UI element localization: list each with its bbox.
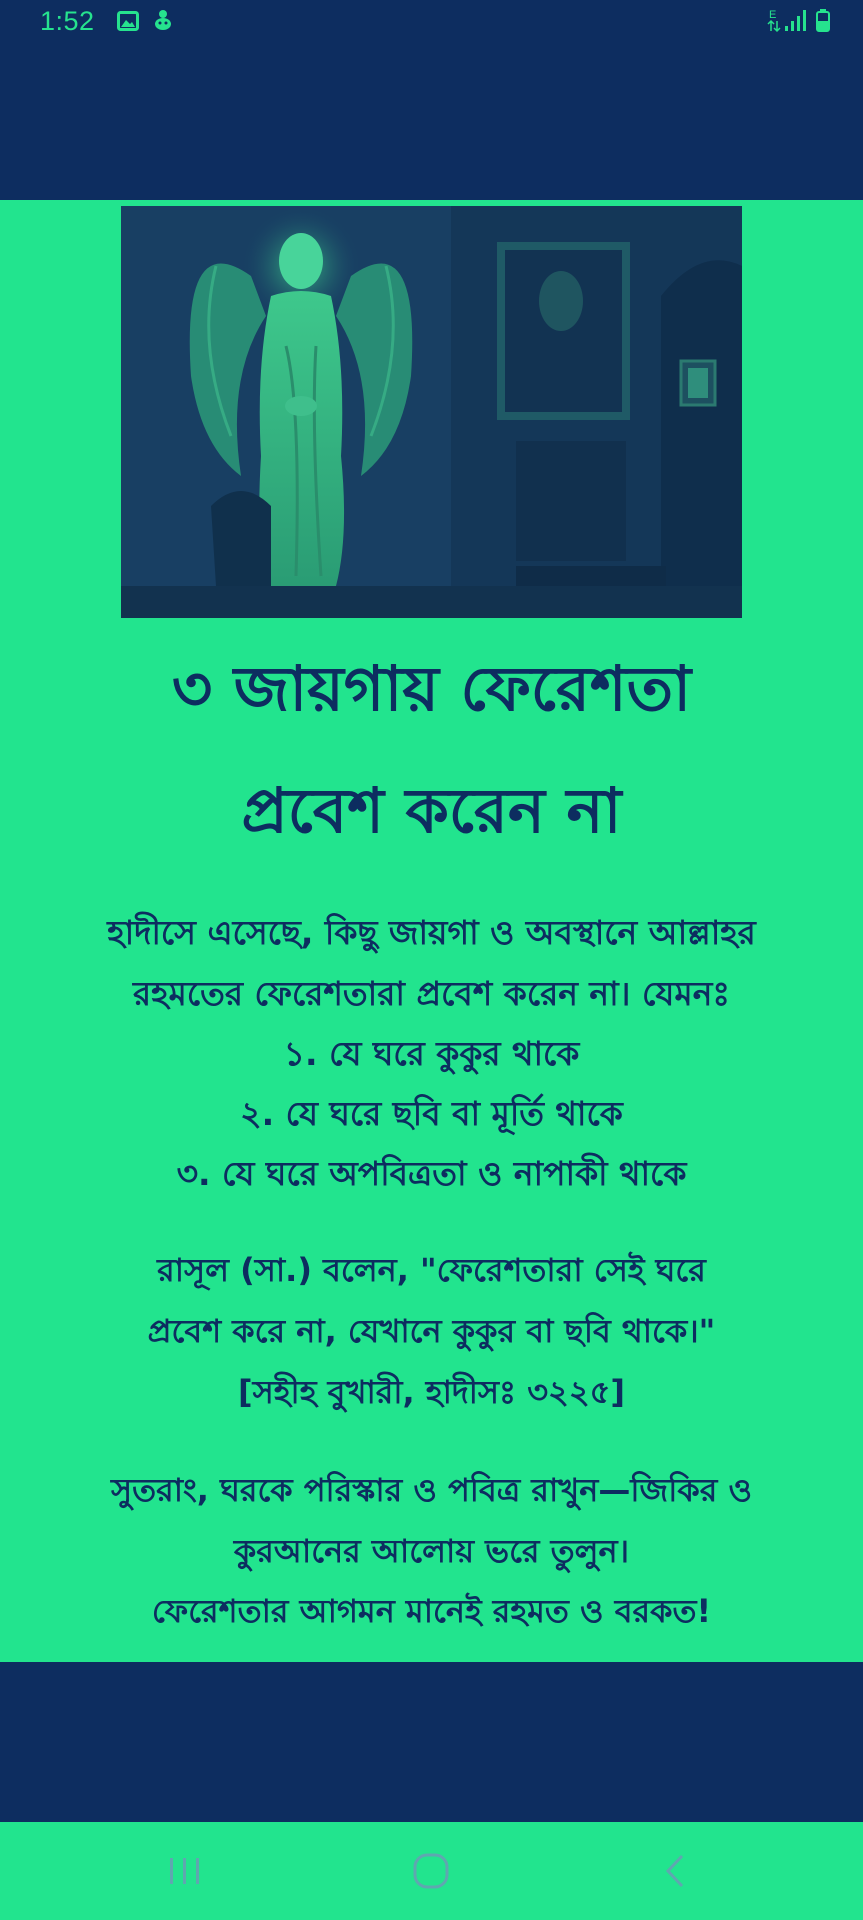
- navigation-bar: [0, 1822, 863, 1920]
- status-bar: [0, 0, 863, 44]
- post-card: [0, 200, 863, 1662]
- recent-apps-icon[interactable]: [150, 1846, 220, 1896]
- list-item: ১. যে ঘরে কুকুর থাকে: [283, 1034, 580, 1073]
- quote-source: [সহীহ বুখারী, হাদীসঃ ৩২২৫]: [237, 1373, 626, 1411]
- notification-icon: [153, 9, 173, 31]
- closing-line-3: ফেরেশতার আগমন মানেই রহমত ও বরকত!: [151, 1592, 712, 1630]
- back-icon[interactable]: [640, 1846, 710, 1896]
- post-title-line-2: প্রবেশ করেন না: [241, 774, 622, 847]
- network-type-icon: [767, 7, 781, 33]
- quote-line-2: প্রবেশ করে না, যেখানে কুকুর বা ছবি থাকে।": [147, 1312, 716, 1350]
- angel-illustration: [121, 206, 742, 618]
- intro-line-1: হাদীসে এসেছে, কিছু জায়গা ও অবস্থানে আল্লাহর: [107, 913, 756, 952]
- closing-line-2: কুরআনের আলোয় ভরে তুলুন।: [233, 1532, 630, 1570]
- gallery-icon: [117, 11, 139, 31]
- home-icon[interactable]: [396, 1846, 466, 1896]
- list-item: ৩. যে ঘরে অপবিত্রতা ও নাপাকী থাকে: [176, 1154, 687, 1193]
- closing-line-1: সুতরাং, ঘরকে পরিস্কার ও পবিত্র রাখুন—জিকির ও: [110, 1471, 753, 1509]
- battery-icon: [816, 8, 830, 32]
- network-type-label: E: [769, 9, 777, 21]
- signal-icon: [783, 8, 809, 32]
- post-title-line-1: ৩ জায়গায় ফেরেশতা: [171, 652, 692, 725]
- intro-line-2: রহমতের ফেরেশতারা প্রবেশ করেন না। যেমনঃ: [133, 974, 730, 1013]
- quote-line-1: রাসূল (সা.) বলেন, "ফেরেশতারা সেই ঘরে: [157, 1251, 706, 1289]
- status-time: 1:52: [40, 6, 95, 36]
- list-item: ২. যে ঘরে ছবি বা মূর্তি থাকে: [240, 1094, 623, 1133]
